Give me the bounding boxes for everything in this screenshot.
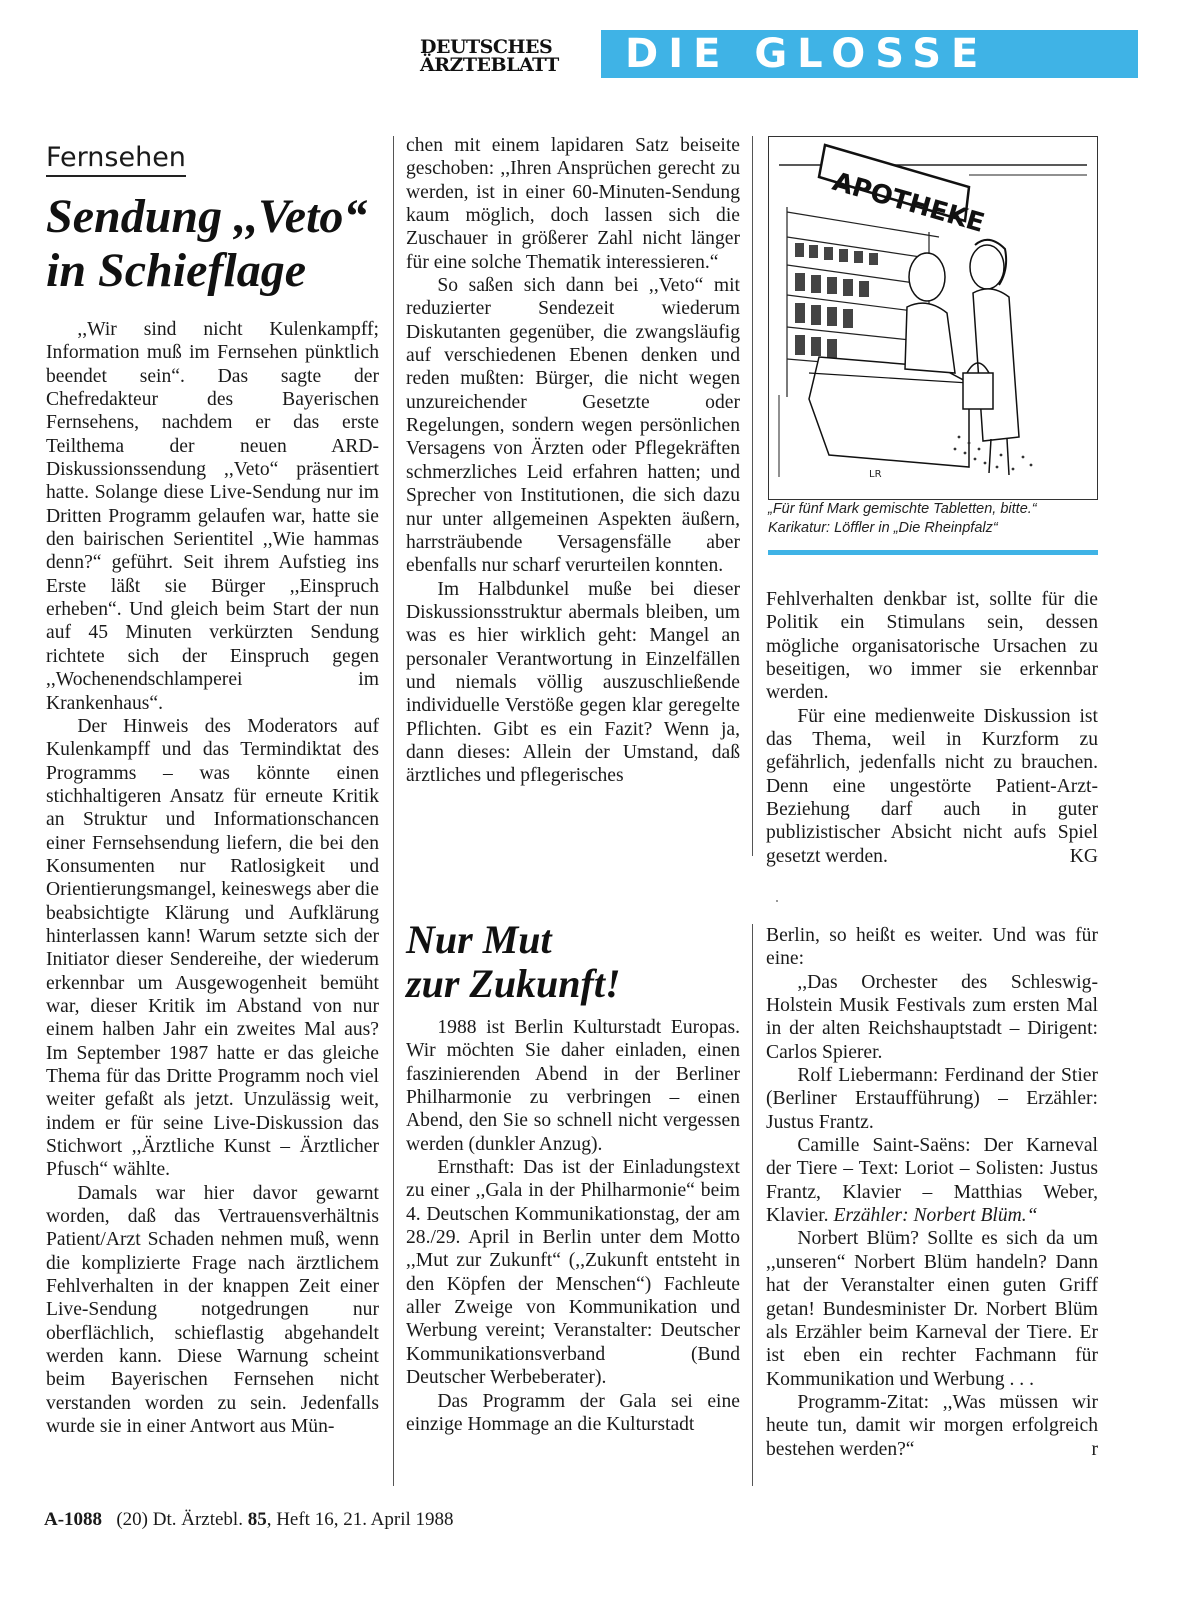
section-banner: DIE GLOSSE (601, 30, 1138, 78)
apotheke-sign-text: APOTHEKE (829, 166, 988, 239)
cartoon-caption (768, 500, 1102, 538)
article1-column-3 (766, 588, 1098, 868)
paragraph-text: Camille Saint-Saëns: Der Karneval der Tiere – Text: Loriot – Solisten: Justus Frantz, Klavier – Matthias Weber, Klavier. (766, 1135, 1098, 1227)
article-headline (46, 190, 386, 298)
headline-line-2: zur Zukunft! (406, 961, 621, 1006)
article2-headline (406, 918, 736, 1006)
paragraph: ,,Wir sind nicht Kulenkampff; Information muß im Fernsehen pünktlich beendet sein“. Das sagte der Chefredakteur des Bayerischen Fernsehens, nachdem er das erste Teilthema der neuen ARD-Diskussionssendung ,,Veto“ präsentiert hatte. Solange diese Live-Sendung nur im Dritten Programm gelaufen war, hatte sie den bairischen Serientitel ,,Wie hammas denn?“ geführt. Seit ihrem Aufstieg ins Erste läßt sie Bürger ,,Einspruch erheben“. Und gleich beim Start der nun auf 45 Minuten verkürzten Sendung richtete sich der Einspruch gegen ,,Wochenendschlamperei im Krankenhaus“. (46, 319, 379, 714)
article2-column-1 (406, 1016, 740, 1436)
author-initials: r (1091, 1438, 1098, 1460)
pharmacy-cartoon-drawing (769, 137, 1096, 498)
logo-line-1: DEUTSCHES (420, 36, 553, 58)
paragraph: chen mit einem lapidaren Satz beiseite geschoben: ,,Ihren Ansprüchen gerecht zu werden, ist in einer 60-Minuten-Sendung kaum möglich, doch lassen sich die Zuschauer in größerer Zahl nicht länger für eine solche Thematik interessieren.“ (406, 135, 740, 273)
paragraph: Berlin, so heißt es weiter. Und was für eine: (766, 925, 1098, 970)
headline-line-1: Nur Mut (406, 917, 552, 962)
citation-suffix: , Heft 16, 21. April 1988 (266, 1509, 454, 1530)
paragraph: Der Hinweis des Moderators auf Kulenkampff und das Termindiktat des Programms – was könnte einen stichhaltigeren Ansatz für erneute Kritik an Struktur und Informationschancen einer Fernsehsendung liefern, die bei den Konsumenten nur Ratlosigkeit und Orientierungsmangel, keineswegs aber die beabsichtigte Klärung und Aufklärung hinterlassen kann! Warum setzte sich der Initiator dieser Sendereihe, der wiederum erkennbar um Ausgewogenheit bemüht war, dieser Kritik im Abstand von nur einem halben Jahr ein zweites Mal aus? Im September 1987 hatte er das gleiche Thema für das Dritte Programm noch viel weiter gefaßt als jetzt. Unzulässig weit, indem er für seine Live-Diskussion das Stichwort ,,Ärztliche Kunst – Ärztlicher Pfusch“ wählte. (46, 715, 379, 1181)
author-initials: KG (1069, 845, 1098, 867)
paragraph: ,,Das Orchester des Schleswig-Holstein Musik Festivals zum ersten Mal in der alten Reichshauptstadt – Dirigent: Carlos Spierer. (766, 971, 1098, 1063)
paragraph (766, 1134, 1098, 1227)
volume-number: 85 (247, 1509, 267, 1530)
paragraph (766, 705, 1098, 868)
print-speck (776, 900, 778, 902)
journal-logo (420, 38, 592, 74)
column-divider (752, 136, 753, 856)
paragraph: Im Halbdunkel muße bei dieser Diskussionsstruktur abermals bleiben, um was es hier wirklich geht: Mangel an personaler Verantwortung in Einzelfällen und niemals völlig auszuschließende individuelle Verstöße gegen klar geregelte Pflichten. Gibt es ein Fazit? Wenn ja, dann dieses: Allein der Umstand, daß ärztliches und pflegerisches (406, 578, 740, 787)
paragraph: Das Programm der Gala sei eine einzige Hommage an die Kulturstadt (406, 1390, 740, 1435)
headline-line-1: Sendung ,,Veto“ (46, 190, 368, 243)
logo-line-2: ÄRZTEBLATT (420, 54, 559, 76)
article2-column-2 (766, 924, 1098, 1461)
paragraph: Rolf Liebermann: Ferdinand der Stier (Berliner Erstaufführung) – Erzähler: Justus Frantz. (766, 1065, 1098, 1133)
artist-mark: LR (869, 469, 882, 480)
paragraph: Damals war hier davor gewarnt worden, daß das Vertrauensverhältnis Patient/Arzt Schaden nehmen muß, wenn die komplizierte Frage nach ärztlichem Fehlverhalten in der knappen Zeit einer Live-Sendung notgedrungen nur oberflächlich, schieflastig abgehandelt werden kann. Diese Warnung scheint beim Bayerischen Fernsehen nicht verstanden worden zu sein. Jedenfalls wurde sie in einer Antwort aus Mün- (46, 1182, 379, 1438)
paragraph: 1988 ist Berlin Kulturstadt Europas. Wir möchten Sie daher einladen, einen faszinierenden Abend in der Berliner Philharmonie zu verbringen – einen Abend, den Sie so schnell nicht vergessen werden (dunkler Anzug). (406, 1017, 740, 1155)
cartoon-illustration (768, 136, 1098, 500)
caption-quote: „Für fünf Mark gemischte Tabletten, bitte.“ (768, 501, 1037, 517)
article1-column-1 (46, 318, 379, 1439)
article-kicker: Fernsehen (46, 142, 186, 177)
caption-credit: Karikatur: Löffler in „Die Rheinpfalz“ (768, 520, 998, 536)
paragraph: Fehlverhalten denkbar ist, sollte für die Politik ein Stimulans sein, dessen mögliche organisatorische Ursachen zu beseitigen, wo immer sie erkennbar werden. (766, 589, 1098, 704)
paragraph-italic: Erzähler: Norbert Blüm.“ (833, 1205, 1038, 1227)
paragraph-text: Programm-Zitat: ,,Was müssen wir heute tun, damit wir morgen erfolgreich bestehen werden?“ (766, 1391, 1098, 1460)
paragraph: So saßen sich dann bei ,,Veto“ mit reduzierter Sendezeit wiederum Diskutanten gegenüber, die zwangsläufig auf verschiedenen Ebenen denken und reden mußten: Bürger, die nicht wegen unzureichender Gesetzte oder Regelungen, sondern wegen persönlichen Versagens von Ärzten oder Pflegekräften schmerzliches Leid erfahren hatten; und Sprecher von Institutionen, die sich dazu nur unter allgemeinen Aspekten äußern, harrsträubende Versagensfälle aber ebenfalls nur scharf verurteilen konnten. (406, 275, 740, 577)
paragraph: Ernsthaft: Das ist der Einladungstext zu einer ,,Gala in der Philharmonie“ beim 4. Deutschen Kommunikationstag, der am 28./29. April in Berlin unter dem Motto ,,Mut zur Zukunft“ (,,Zukunft entsteht in den Köpfen der Menschen“) Fachleute aller Zweige von Kommunikation und Werbung vereint; Veranstalter: Deutscher Kommunikationsverband (Bund Deutscher Werbeberater). (406, 1157, 740, 1389)
paragraph: Norbert Blüm? Sollte es sich da um ,,unseren“ Norbert Blüm handeln? Dann hat der Veranstalter einen guten Griff getan! Bundesminister Dr. Norbert Blüm als Erzähler beim Karneval der Tiere. Er ist eben ein rechter Fachmann für Kommunikation und Werbung . . . (766, 1228, 1098, 1390)
article1-column-2 (406, 134, 740, 788)
paragraph (766, 1391, 1098, 1461)
paragraph-text: Für eine medienweite Diskussion ist das Thema, weil in Kurzform zu gefährlich, jedenfalls nicht zu brauchen. Denn eine ungestörte Patient-Arzt-Beziehung darf auch in guter publizistischer Absicht nicht aufs Spiel gesetzt werden. (766, 705, 1098, 867)
page-footer (44, 1508, 454, 1532)
headline-line-2: in Schieflage (46, 244, 306, 297)
column-divider (752, 924, 753, 1486)
column-divider (393, 136, 394, 1486)
citation-prefix: (20) Dt. Ärztebl. (116, 1509, 243, 1530)
page-code: A-1088 (44, 1509, 103, 1530)
section-divider (768, 550, 1098, 555)
